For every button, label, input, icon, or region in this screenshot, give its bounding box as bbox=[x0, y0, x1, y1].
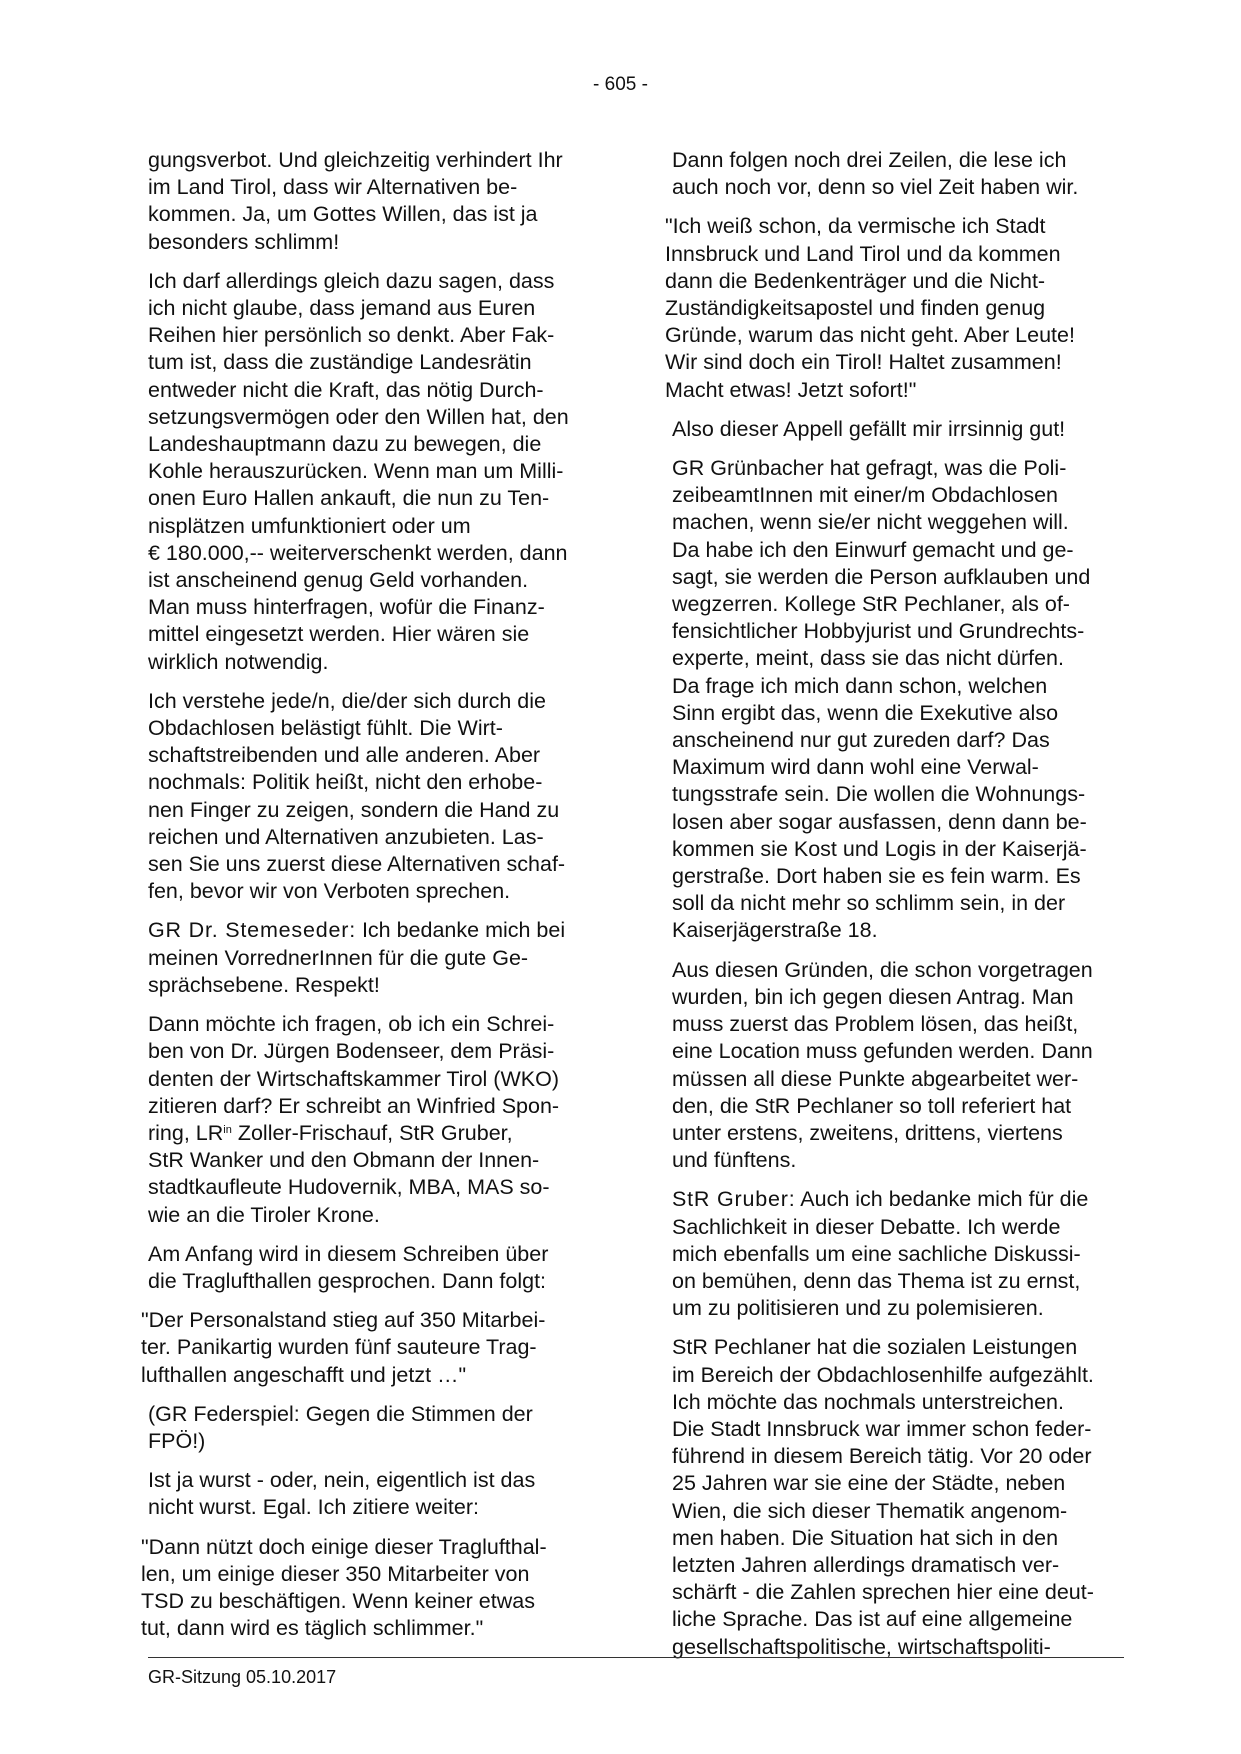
quote-block: "Ich weiß schon, da vermische ich Stadt Innsbruck und Land Tirol und da kommen dann die Bedenkenträger und die Nicht- Zuständigkeitsapostel und finden genug Gründe, warum das nicht geht. Aber Leute! Wir sind doch ein Tirol! Haltet zusammen! Macht etwas! Jetzt sofort!" bbox=[665, 214, 1075, 402]
right-column bbox=[665, 147, 1117, 1673]
speech-text: Auch ich bedanke mich für die Sachlichkeit in dieser Debatte. Ich werde mich ebenfalls um eine sachliche Diskussi- on bemühen, denn das Thema ist zu ernst, um zu politisieren und zu polemisieren. bbox=[672, 1187, 1089, 1321]
quote-block: "Der Personalstand stieg auf 350 Mitarbei- ter. Panikartig wurden fünf sauteure Trag- lufthallen angeschafft und jetzt …" bbox=[141, 1308, 546, 1387]
paragraph: Ich darf allerdings gleich dazu sagen, dass ich nicht glaube, dass jemand aus Euren Reihen hier persönlich so denkt. Aber Fak- tum ist, dass die zuständige Landesrätin entweder nicht die Kraft, das nötig Durch- setzungsvermögen oder den Willen hat, den Landeshauptmann dazu zu bewegen, die Kohle herauszurücken. Wenn man um Milli- onen Euro Hallen ankauft, die nun zu Ten- nisplätzen umfunktioniert oder um € 180.000,-- weiterverschenkt werden, dann ist anscheinend genug Geld vorhanden. Man muss hinterfragen, wofür die Finanz- mittel eingesetzt werden. Hier wären sie wirklich notwendig. bbox=[148, 268, 569, 674]
footer-session-date: GR-Sitzung 05.10.2017 bbox=[148, 1667, 337, 1687]
paragraph: Ich verstehe jede/n, die/der sich durch die Obdachlosen belästigt fühlt. Die Wirt- schaftstreibenden und alle anderen. Aber nochmals: Politik heißt, nicht den erhobe- nen Finger zu zeigen, sondern die Hand zu reichen und Alternativen anzubieten. Las- sen Sie uns zuerst diese Alternativen schaf- fen, bevor wir von Verboten sprechen. bbox=[148, 688, 566, 904]
speaker-name: GR Dr. Stemeseder: bbox=[148, 918, 356, 943]
paragraph: Dann folgen noch drei Zeilen, die lese ich auch noch vor, denn so viel Zeit haben wir. bbox=[672, 148, 1079, 200]
paragraph: StR Pechlaner hat die sozialen Leistungen im Bereich der Obdachlosenhilfe aufgezählt. Ich möchte das nochmals unterstreichen. Die Stadt Innsbruck war immer schon feder- führend in diesem Bereich tätig. Vor 20 oder 25 Jahren war sie eine der Städte, neben Wien, die sich dieser Thematik angenom- men haben. Die Situation hat sich in den letzten Jahren allerdings dramatisch ver- schärft - die Zahlen sprechen hier eine deut- liche Sprache. Das ist auf eine allgemeine gesellschaftspolitische, wirtschaftspoliti- bbox=[672, 1335, 1094, 1659]
paragraph: gungsverbot. Und gleichzeitig verhindert Ihr im Land Tirol, dass wir Alternativen be- kommen. Ja, um Gottes Willen, das ist ja besonders schlimm! bbox=[148, 148, 563, 254]
paragraph: Aus diesen Gründen, die schon vorgetragen wurden, bin ich gegen diesen Antrag. Man muss zuerst das Problem lösen, das heißt, eine Location muss gefunden werden. Dann müssen all diese Punkte abgearbeitet wer- den, die StR Pechlaner so toll referiert hat unter erstens, zweitens, drittens, viertens und fünftens. bbox=[672, 957, 1093, 1173]
paragraph: Am Anfang wird in diesem Schreiben über die Traglufthallen gesprochen. Dann folgt: bbox=[148, 1241, 549, 1293]
page-number: - 605 - bbox=[593, 74, 648, 95]
speech-stemeseder bbox=[148, 917, 593, 999]
speaker-name: StR Gruber: bbox=[672, 1187, 796, 1212]
speech-text: Ich bedanke mich bei meinen VorrednerInnen für die gute Ge- sprächsebene. Respekt! bbox=[148, 918, 566, 997]
paragraph: Also dieser Appell gefällt mir irrsinnig gut! bbox=[672, 416, 1066, 441]
left-column bbox=[141, 147, 593, 1654]
letter-intro-text-cont: Zoller-Frischauf, StR Gruber, StR Wanker und den Obmann der Innen- stadtkaufleute Hudovernik, MBA, MAS so- wie an die Tiroler Krone. bbox=[148, 1120, 550, 1227]
paragraph: Ist ja wurst - oder, nein, eigentlich ist das nicht wurst. Egal. Ich zitiere weiter: bbox=[148, 1468, 536, 1520]
superscript: in bbox=[223, 1123, 232, 1136]
paragraph-interjection: (GR Federspiel: Gegen die Stimmen der FPÖ!) bbox=[148, 1401, 533, 1453]
paragraph-letter-intro bbox=[148, 1011, 593, 1229]
letter-intro-text: Dann möchte ich fragen, ob ich ein Schrei- ben von Dr. Jürgen Bodenseer, dem Präsi- denten der Wirtschaftskammer Tirol (WKO) zitieren darf? Er schreibt an Winfried Spon- ring, LR bbox=[148, 1012, 560, 1145]
paragraph: GR Grünbacher hat gefragt, was die Poli- zeibeamtInnen mit einer/m Obdachlosen machen, wenn sie/er nicht weggehen will. Da habe ich den Einwurf gemacht und ge- sagt, sie werden die Person aufklauben und wegzerren. Kollege StR Pechlaner, als of- fensichtlicher Hobbyjurist und Grundrechts- experte, meint, dass sie das nicht dürfen. Da frage ich mich dann schon, welchen Sinn ergibt das, wenn die Exekutive also anscheinend nur gut zureden darf? Das Maximum wird dann wohl eine Verwal- tungsstrafe sein. Die wollen die Wohnungs- losen aber sogar ausfassen, denn dann be- kommen sie Kost und Logis in der Kaiserjä- gerstraße. Dort haben sie es fein warm. Es soll da nicht mehr so schlimm sein, in der Kaiserjägerstraße 18. bbox=[672, 456, 1091, 943]
quote-block: "Dann nützt doch einige dieser Traglufthal- len, um einige dieser 350 Mitarbeiter von TSD zu beschäftigen. Wenn keiner etwas tut, dann wird es täglich schlimmer." bbox=[141, 1534, 547, 1641]
speech-gruber bbox=[672, 1186, 1117, 1322]
footer-divider bbox=[148, 1657, 1124, 1658]
